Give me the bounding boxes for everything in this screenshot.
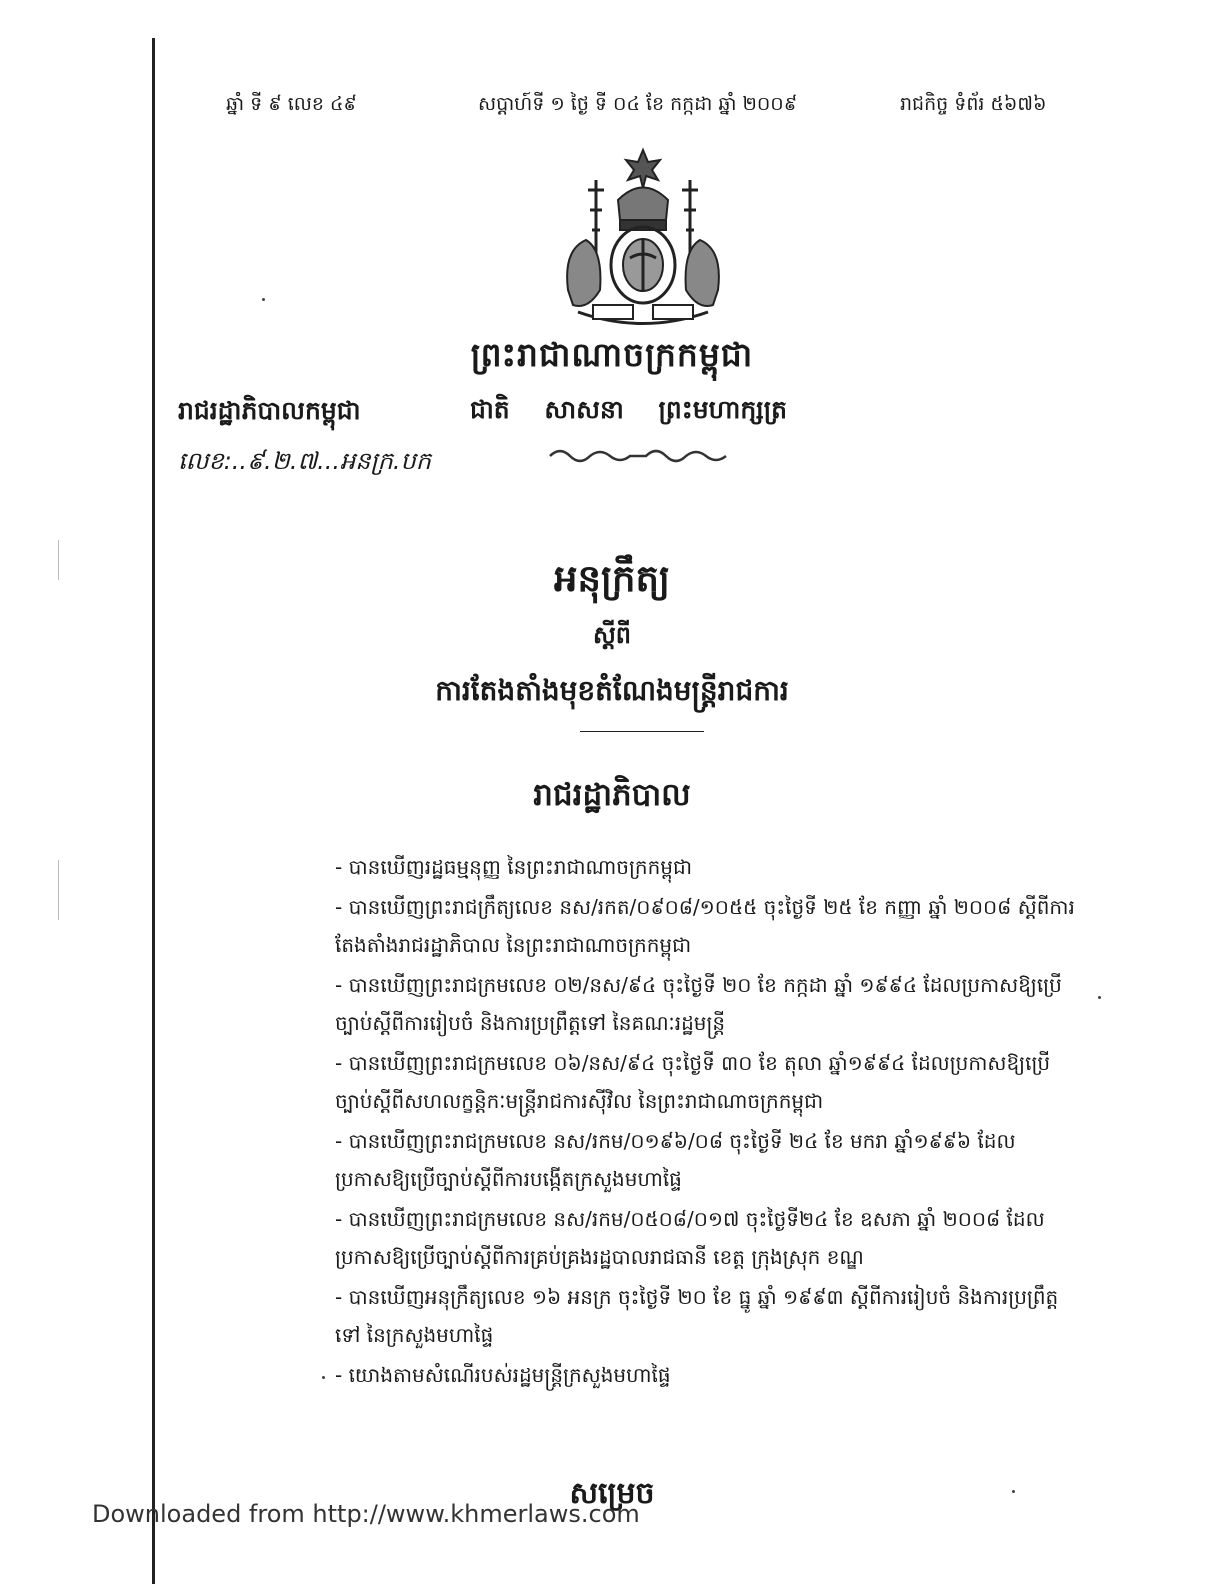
flourish-ornament-icon [548,444,728,468]
kingdom-name: ព្រះរាជាណាចក្រកម្ពុជា [470,335,754,374]
list-item: - យោងតាមសំណើរបស់រដ្ឋមន្ត្រីក្រសួងមហាផ្ទៃ [335,1363,671,1387]
scan-speck [322,1376,325,1379]
motto-nation: ជាតិ [470,395,510,424]
list-item: - បានឃើញព្រះរាជក្រមលេខ នស/រកម/០៥០៨/០១៧ ចុះថ្ងៃទី២៤ ខែ ឧសភា ឆ្នាំ ២០០៨ ដែលប្រកាសឱ្យប្រើច្បាប់ស្ដីពីការគ្រប់គ្រងរដ្ឋបាលរាជធានី ខេត្ត ក្រុងស្រុក ខណ្ឌ [335,1207,1045,1269]
list-item: - បានឃើញអនុក្រឹត្យលេខ ១៦ អនក្រ ចុះថ្ងៃទី ២០ ខែ ធ្នូ ឆ្នាំ ១៩៩៣ ស្ដីពីការរៀបចំ និងការប្រព្រឹត្តទៅ នៃក្រសួងមហាផ្ទៃ [335,1285,1059,1347]
scan-speck [1012,1490,1015,1493]
download-footer: Downloaded from http://www.khmerlaws.com [92,1500,640,1528]
motto-religion: សាសនា [544,395,624,424]
list-item: - បានឃើញរដ្ឋធម្មនុញ្ញ នៃព្រះរាជាណាចក្រកម្ពុជា [335,855,693,879]
decision-heading: សម្រេច [569,1476,655,1511]
title-divider [580,731,704,732]
gazette-year-issue: ឆ្នាំ ទី ៩ លេខ ៤៩ [226,93,357,115]
motto-king: ព្រះមហាក្សត្រ [658,395,788,424]
decree-title: អនុក្រឹត្យ [554,557,670,600]
list-item: - បានឃើញព្រះរាជក្រមលេខ នស/រកម/០១៩៦/០៨ ចុះថ្ងៃទី ២៤ ខែ មករា ឆ្នាំ១៩៩៦ ដែលប្រកាសឱ្យប្រើច្បាប់ស្ដីពីការបង្កើតក្រសួងមហាផ្ទៃ [335,1129,1016,1191]
national-motto [470,395,813,431]
margin-mark [58,860,59,920]
scan-speck [1098,996,1101,999]
list-item: - បានឃើញព្រះរាជក្រមលេខ ០២/នស/៩៤ ចុះថ្ងៃទី ២០ ខែ កក្កដា ឆ្នាំ ១៩៩៤ ដែលប្រកាសឱ្យប្រើច្បាប់ស្ដីពីការរៀបចំ និងការប្រព្រឹត្តទៅ នៃគណៈរដ្ឋមន្ត្រី [335,973,1062,1035]
scan-speck [262,298,265,301]
list-item: - បានឃើញព្រះរាជក្រឹត្យលេខ នស/រកត/០៩០៨/១០៥៥ ចុះថ្ងៃទី ២៥ ខែ កញ្ញា ឆ្នាំ ២០០៨ ស្ដីពីការតែងតាំងរាជរដ្ឋាភិបាល នៃព្រះរាជាណាចក្រកម្ពុជា [335,895,1075,957]
decree-issuer: រាជរដ្ឋាភិបាល [533,777,691,813]
decree-about: ស្ដីពី [592,621,632,649]
gazette-page-number: រាជកិច្ច ទំព័រ ៥៦៧៦ [900,93,1047,115]
royal-coat-of-arms-icon [548,140,738,340]
decree-subject: ការតែងតាំងមុខតំណែងមន្ត្រីរាជការ [435,674,789,707]
government-name: រាជរដ្ឋាភិបាលកម្ពុជា [178,396,361,425]
list-item: - បានឃើញព្រះរាជក្រមលេខ ០៦/នស/៩៤ ចុះថ្ងៃទី ៣០ ខែ តុលា ឆ្នាំ១៩៩៤ ដែលប្រកាសឱ្យប្រើច្បាប់ស្ដីពីសហលក្ខន្តិកៈមន្ត្រីរាជការស៊ីវិល នៃព្រះរាជាណាចក្រកម្ពុជា [335,1051,1051,1113]
preamble-list [335,848,1075,1396]
document-number: លេខ:..៩.២.៧...អនក្រ.បក [178,447,431,475]
gazette-date: សប្ដាហ៍ទី ១ ថ្ងៃ ទី ០៤ ខែ កក្កដា ឆ្នាំ ២០០៩ [478,93,798,115]
